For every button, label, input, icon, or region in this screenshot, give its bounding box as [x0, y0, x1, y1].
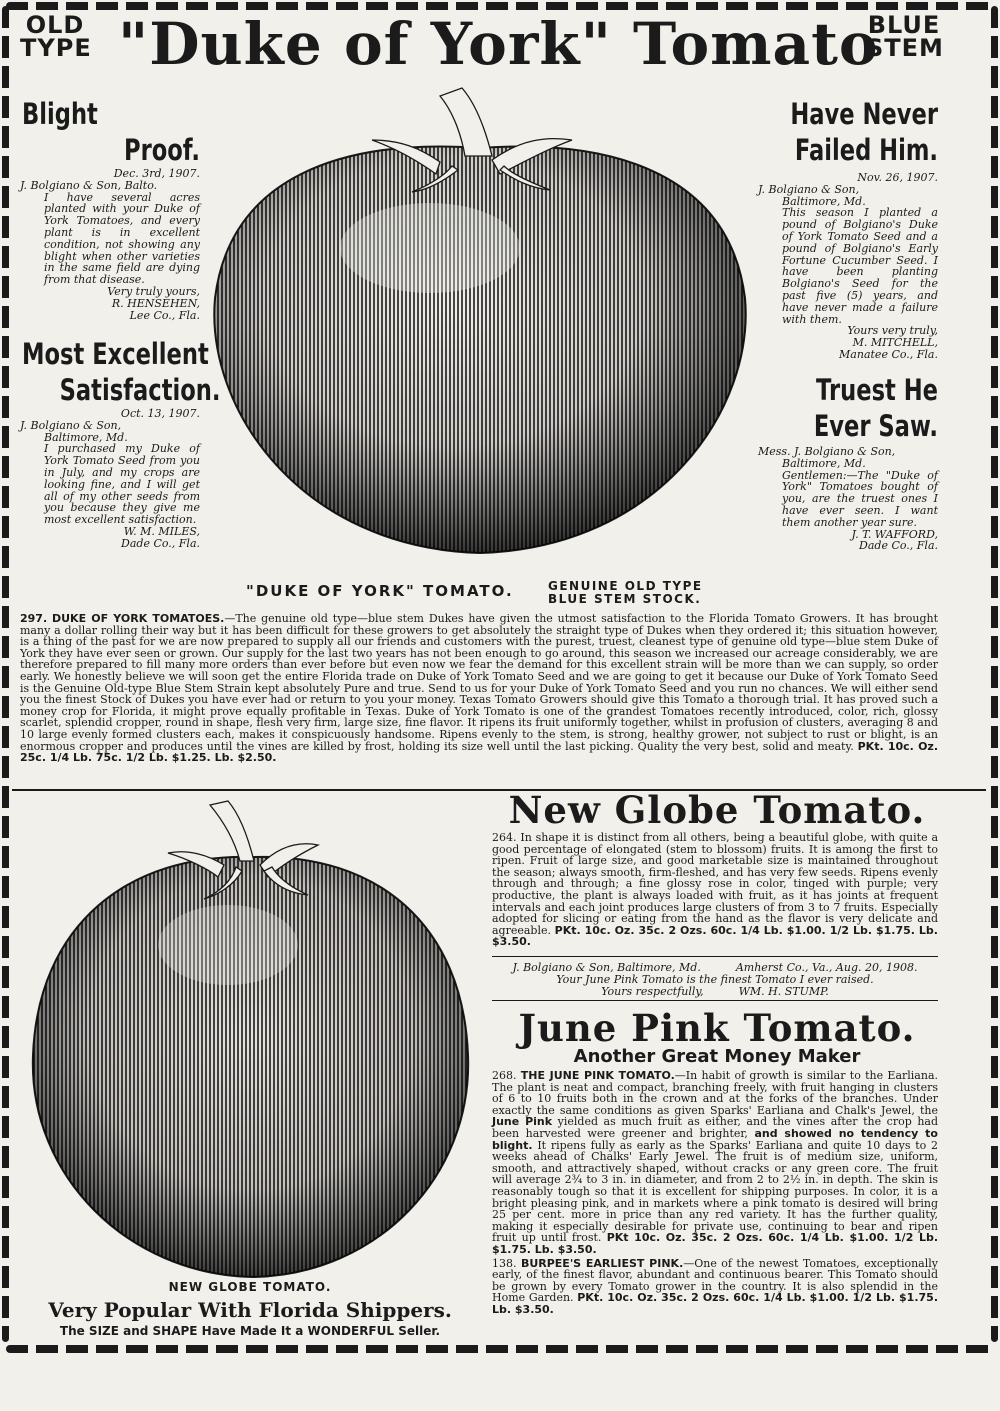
emphasis: June Pink: [492, 1115, 553, 1129]
duke-of-york-tomato-illustration: [200, 78, 760, 578]
item-number: 297.: [20, 612, 48, 625]
globe-illustration-caption: NEW GLOBE TOMATO.: [168, 1280, 332, 1294]
burpee-entry: [492, 1258, 938, 1316]
description-text: In shape it is distinct from all others, being a beautiful globe, with quite a good percentage of elongated (stem to blossom) fruits. It is among the first to ripen. Fruit of large size, and good marketable size is maintained throughout the season; always smooth, firm-fleshed, and has very few seeds. Ripens evenly through and through; a fine glossy rose in color, tinged with purple; very productive, the plant is always loaded with fruit, as it has joints at frequent intervals and each joint produces large clusters of from 3 to 7 fruits. Especially adopted for slicing or eating from the hand as the flavor is very delicate and agreeable.: [492, 831, 938, 937]
testimonial-signature: R. HENSEHEN,: [111, 296, 200, 310]
globe-description: [492, 832, 938, 948]
testimonial-4-body: [758, 446, 938, 552]
duke-illustration-caption: "DUKE OF YORK" TOMATO.: [246, 582, 514, 600]
old-type-label: OLD TYPE: [20, 11, 92, 62]
item-number: 268.: [492, 1069, 517, 1082]
item-number: 264.: [492, 831, 517, 844]
duke-description: [20, 613, 938, 764]
june-pink-subtitle: Another Great Money Maker: [573, 1046, 861, 1067]
divider: [492, 956, 938, 957]
emphasis: and showed no tendency to blight.: [492, 1126, 938, 1152]
description-text: —One of the newest Tomatoes, exceptionally early, of the finest flavor, abundant and continuous bearer. This Tomato should be grown by every Tomato grower in the country. It is also splendid in the Home Garden.: [492, 1256, 938, 1305]
testimonial-3-heading-2: Failed Him.: [794, 133, 938, 167]
duke-stock-caption: [548, 580, 703, 606]
testimonial-addressee: J. Bolgiano & Son, Balto.: [20, 178, 158, 192]
testimonial-date: Dec. 3rd, 1907.: [113, 167, 200, 180]
description-text: —The genuine old type—blue stem Dukes have given the utmost satisfaction to the Florida Tomato Growers. It has brought many a dollar rolling their way but it has been difficult for these growers to get absolutely the straight type of Dukes when they ordered it; this situation however, is a thing of the past for we are now prepared to supply all our friends and customers with the purest, truest, cleanest type of genuine old type—blue stem Duke of York they have ever seen or grown. Our supply for the last two years has not been enough to go around, this season we increased our acreage considerably, we are therefore prepared to fill many more orders than ever before but even now we fear the demand for this excellent strain will be more than we can supply, so order early. We honestly believe we will soon get the entire Florida trade on Duke of York Tomato Seed and we are going to get it because our Duke of York Tomato Seed is the Genuine Old-type Blue Stem Strain kept absolutely Pure and true. Send to us for your Duke of York Tomato Seed and you run no chances. We will either send you the finest Stock of Dukes you have ever had or return to you your money. Texas Tomato Growers should give this Tomato a thorough trial. It has proved such a money crop for Florida, it might prove equally profitable in Texas. Duke of York Tomato is one of the grandest Tomatoes recently introduced, color, rich, glossy scarlet, splendid cropper, round in shape, flesh very firm, large size, fine flavor. It ripens its fruit uniformly together, whilst in profusion of clusters, averaging 8 and 10 large evenly formed clusters each, makes it conspicuously handsome. Ripens evenly to the stem, is strong, healthy grower, not subject to rust or blight, is an enormous cropper and produces until the vines are killed by frost, holding its size well until the last picking. Quality the very best, solid and meaty.: [20, 612, 938, 753]
testimonial-text: I have several acres planted with your Duke of York Tomatoes, and every plant is in excellent condition, not showing any blight when other varieties in the same field are dying from that disease.: [44, 190, 200, 287]
testimonial-addressee: Mess. J. Bolgiano & Son,: [758, 445, 896, 458]
testimonial-signature: J. T. WAFFORD,: [851, 527, 938, 541]
globe-title: New Globe Tomato.: [508, 788, 926, 832]
testimonial-2-body: [20, 408, 200, 550]
price-list: PKt. 10c. Oz. 35c. 2 Ozs. 60c. 1/4 Lb. $1.00. 1/2 Lb. $1.75. Lb. $3.50.: [492, 923, 938, 949]
testimonial-signature: W. M. MILES,: [123, 524, 200, 538]
item-name: THE JUNE PINK TOMATO.: [520, 1069, 675, 1082]
testimonial-text: I purchased my Duke of York Tomato Seed from you in July, and my crops are looking fine, and I will get all of my other seeds from you because they give me most excellent satisfaction.: [44, 442, 200, 527]
testimonial-addressee: J. Bolgiano & Son,: [758, 182, 860, 196]
testimonial-3-body: [758, 172, 938, 361]
description-text: It ripens fully as early as the Sparks' Earliana and quite 10 days to 2 weeks ahead of Chalks' Early Jewel. The fruit is of medium size, uniform, smooth, and attractively shaped, without cracks or any green core. The fruit will average 2¾ to 3 in. in diameter, and from 2 to 2½ in. in depth. The skin is reasonably tough so that it is excellent for shipping purposes. In color, it is a bright pleasing pink, and in markets where a pink tomato is desired will bring 25 per cent. more in price than any red variety. It has the further quality, making it especially desirable for private use, continuing to bear and ripen fruit up until frost.: [492, 1138, 938, 1245]
ornamental-border-top: [6, 2, 994, 10]
testimonial-address: Baltimore, Md.: [44, 430, 128, 444]
testimonial-location: Dade Co., Fla.: [859, 539, 938, 553]
page-title: "Duke of York" Tomato: [118, 10, 879, 78]
price-list: PKt. 10c. Oz. 25c. 1/4 Lb. 75c. 1/2 Lb. $1.25. Lb. $2.50.: [20, 739, 939, 765]
testimonial-header: J. Bolgiano & Son, Baltimore, Md. Amherst Co., Va., Aug. 20, 1908.: [512, 961, 918, 974]
new-globe-tomato-illustration: [28, 795, 478, 1285]
testimonial-1-heading-1: Blight: [22, 97, 98, 131]
testimonial-addressee: J. Bolgiano & Son,: [20, 418, 122, 432]
testimonial-2-heading-2: Satisfaction.: [59, 373, 221, 407]
testimonial-text: Your June Pink Tomato is the finest Tomato I ever raised.: [556, 973, 874, 986]
testimonial-4-heading-1: Truest He: [816, 373, 938, 407]
testimonial-location: Manatee Co., Fla.: [839, 347, 938, 361]
item-number: 138.: [492, 1256, 517, 1270]
testimonial-signature: M. MITCHELL,: [852, 336, 938, 350]
testimonial-2-heading-1: Most Excellent: [22, 337, 209, 371]
item-name: BURPEE'S EARLIEST PINK.: [520, 1256, 684, 1270]
globe-tagline: Very Popular With Florida Shippers.: [48, 1298, 452, 1322]
testimonial-closing: Yours very truly,: [847, 324, 938, 338]
testimonial-text: Gentlemen:—The "Duke of York" Tomatoes bought of you, are the truest ones I have ever seen. I want them another year sure.: [782, 468, 938, 529]
ornamental-border-left: [2, 6, 9, 1342]
price-list: PKt. 10c. Oz. 35c. 2 Ozs. 60c. 1/4 Lb. $1.00. 1/2 Lb. $1.75. Lb. $3.50.: [492, 1291, 939, 1316]
duke-stock-caption-line-1: GENUINE OLD TYPE: [548, 579, 703, 593]
testimonial-signature: Yours respectfully, WM. H. STUMP.: [601, 985, 829, 998]
testimonial-location: Lee Co., Fla.: [129, 308, 200, 322]
blue-stem-label: BLUE STEM: [866, 11, 944, 62]
description-text: —In habit of growth is similar to the Earliana. The plant is neat and compact, branching freely, with fruit hanging in clusters of 6 to 10 fruits both in the crown and at the forks of the branches. Under exactly the same conditions as given Sparks' Earliana and Chalk's Jewel, the: [492, 1069, 939, 1117]
testimonial-1-body: [20, 168, 200, 321]
testimonial-4-heading-2: Ever Saw.: [813, 409, 938, 443]
testimonial-date: Nov. 26, 1907.: [857, 171, 938, 184]
description-text: yielded as much fruit as either, and the vines after the crop had been harvested were greener and brighter,: [492, 1115, 939, 1140]
divider: [492, 1000, 938, 1001]
ornamental-border-bottom: [6, 1345, 994, 1353]
globe-caption-block: [30, 1280, 470, 1338]
testimonial-3-heading-1: Have Never: [790, 97, 938, 131]
stump-testimonial: [492, 962, 938, 998]
june-pink-title: June Pink Tomato.: [518, 1006, 916, 1050]
testimonial-location: Dade Co., Fla.: [121, 536, 200, 550]
duke-stock-caption-line-2: BLUE STEM STOCK.: [548, 592, 702, 606]
item-name: DUKE OF YORK TOMATOES.: [51, 612, 225, 625]
testimonial-date: Oct. 13, 1907.: [120, 407, 200, 420]
ornamental-border-right: [991, 6, 998, 1342]
june-pink-description: [492, 1070, 938, 1315]
testimonial-address: Baltimore, Md.: [782, 456, 866, 470]
testimonial-address: Baltimore, Md.: [782, 194, 866, 208]
testimonial-1-heading-2: Proof.: [123, 133, 200, 167]
globe-tagline-2: The SIZE and SHAPE Have Made It a WONDERFUL Seller.: [59, 1324, 441, 1338]
testimonial-text: This season I planted a pound of Bolgiano's Duke of York Tomato Seed and a pound of Bolgiano's Early Fortune Cucumber Seed. I have been planting Bolgiano's Seed for the past five (5) years, and have never made a failure with them.: [782, 206, 938, 326]
price-list: PKt 10c. Oz. 35c. 2 Ozs. 60c. 1/4 Lb. $1.00. 1/2 Lb. $1.75. Lb. $3.50.: [492, 1231, 939, 1256]
testimonial-closing: Very truly yours,: [107, 284, 200, 298]
